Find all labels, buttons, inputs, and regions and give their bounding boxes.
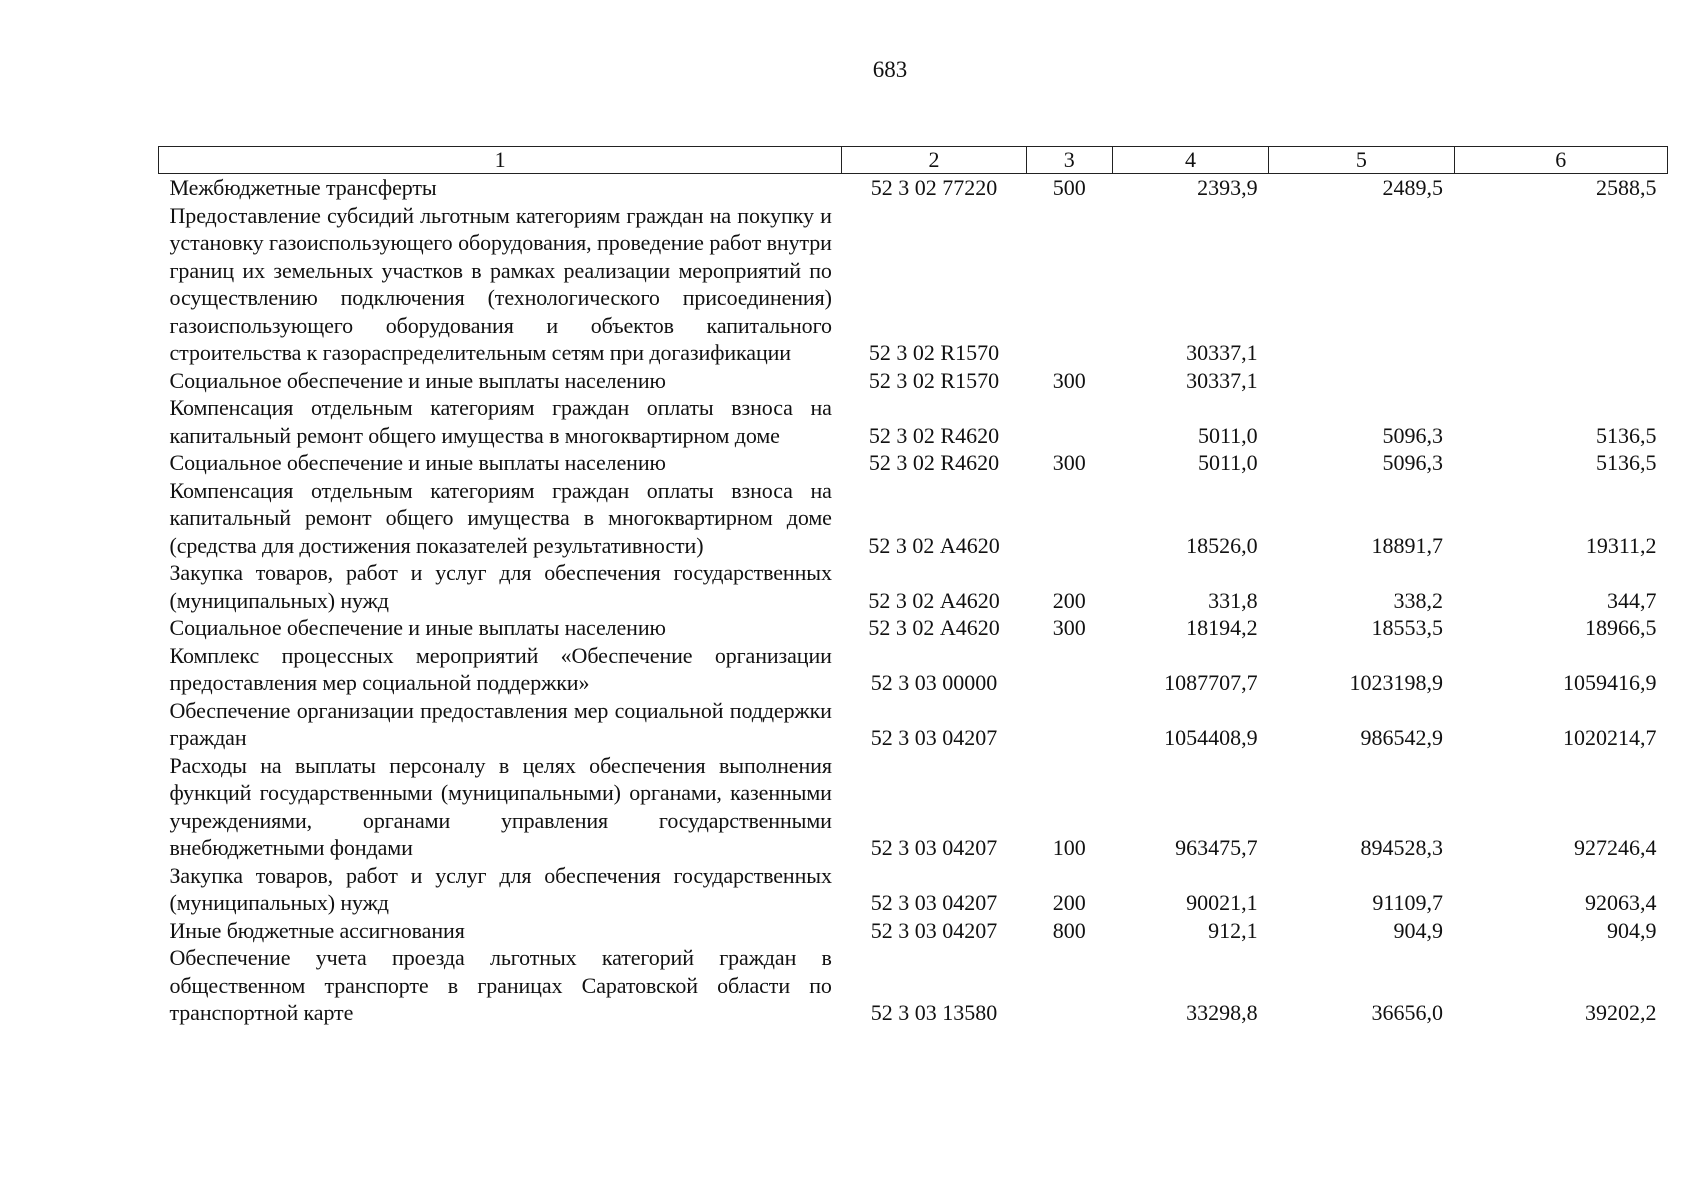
row-value-col-6: 904,9 [1607,917,1657,943]
row-value-col-5: 894528,3 [1360,835,1444,860]
row-expense-type: 800 [1052,917,1086,943]
row-value-col-5: 18553,5 [1371,615,1444,640]
row-expense-type [1026,642,1112,697]
header-col-6: 6 [1454,147,1667,174]
header-col-1: 1 [159,147,842,174]
row-code: 52 3 02 R4620 [868,422,1000,448]
row-expense-type [1026,944,1112,1027]
row-expense-type: 300 [1052,450,1086,475]
row-value-col-6: 927246,4 [1574,835,1657,860]
row-value-col-6: 19311,2 [1585,532,1657,558]
header-col-5: 5 [1269,147,1454,174]
row-value-col-4: 5011,0 [1197,450,1258,475]
row-expense-type: 200 [1052,890,1086,915]
row-expense-type [1026,477,1112,560]
row-code: 52 3 03 04207 [870,835,998,860]
row-name: Обеспечение учета проезда льготных категорий граждан в общественном транспорте в границах Саратовской области по транспортной карте [169,945,832,1025]
row-value-col-6: 92063,4 [1585,890,1657,915]
row-value-col-4: 1087707,7 [1164,670,1258,695]
row-name: Межбюджетные трансферты [169,175,437,200]
row-expense-type: 500 [1052,175,1086,200]
header-col-3: 3 [1026,147,1112,174]
table-row [159,367,1668,395]
row-name: Социальное обеспечение и иные выплаты населению [169,367,666,393]
row-value-col-5: 91109,7 [1372,890,1444,915]
table-body [159,174,1668,1027]
row-name: Закупка товаров, работ и услуг для обеспечения государственных (муниципальных) нужд [169,560,832,613]
table-row [159,449,1668,477]
table-row [159,202,1668,367]
table-header [159,147,1668,174]
row-value-col-6: 344,7 [1607,587,1657,613]
budget-table [158,146,1668,1027]
row-expense-type [1026,394,1112,449]
row-expense-type: 200 [1052,587,1086,613]
table-row [159,917,1668,945]
row-value-col-4: 18526,0 [1186,532,1258,558]
row-value-col-6: 18966,5 [1585,615,1657,640]
row-value-col-6: 1020214,7 [1563,725,1657,750]
row-value-col-6: 39202,2 [1585,1000,1657,1025]
page-number: 683 [872,57,908,82]
row-code: 52 3 03 13580 [870,1000,998,1025]
row-value-col-6: 2588,5 [1596,175,1657,200]
row-value-col-5: 338,2 [1393,587,1444,613]
row-value-col-5: 5096,3 [1382,422,1444,448]
row-name: Комплекс процессных мероприятий «Обеспечение организации предоставления мер социальной поддержки» [169,642,832,695]
row-value-col-4: 33298,8 [1186,1000,1258,1025]
table-row [159,697,1668,752]
row-code: 52 3 02 А4620 [868,532,1000,558]
row-value-col-4: 1054408,9 [1164,725,1258,750]
row-value-col-5: 986542,9 [1360,725,1444,750]
row-value-col-5: 18891,7 [1371,532,1444,558]
row-value-col-5: 2489,5 [1382,175,1444,200]
row-value-col-6: 5136,5 [1596,422,1657,448]
row-value-col-6 [1454,367,1667,395]
row-code: 52 3 03 04207 [870,917,998,943]
table-row [159,642,1668,697]
row-value-col-5: 1023198,9 [1349,670,1444,695]
row-code: 52 3 03 04207 [870,725,998,750]
row-value-col-6: 5136,5 [1596,450,1657,475]
row-name: Компенсация отдельным категориям граждан оплаты взноса на капитальный ремонт общего имущества в многоквартирном доме (средства для достижения показателей результативности) [169,477,832,558]
table-row [159,477,1668,560]
header-col-2: 2 [842,147,1026,174]
row-code: 52 3 02 А4620 [868,587,1000,613]
table-row [159,944,1668,1027]
table-row [159,394,1668,449]
row-code: 52 3 02 R4620 [868,450,1000,475]
row-value-col-4: 30337,1 [1186,340,1258,365]
row-code: 52 3 03 04207 [870,890,998,915]
row-value-col-6: 1059416,9 [1563,670,1657,695]
table-row [159,862,1668,917]
row-value-col-4: 912,1 [1208,917,1258,943]
row-name: Предоставление субсидий льготным категориям граждан на покупку и установку газоиспользующего оборудования, проведение работ внутри границ их земельных участков в рамках реализации мероприятий по осуществлению подключения (технологического присоединения) газоиспользующего оборудования и объектов капитального строительства к газораспределительным сетям при догазификации [169,202,832,365]
row-value-col-4: 2393,9 [1197,175,1258,200]
row-value-col-4: 90021,1 [1186,890,1258,915]
header-row [159,147,1668,174]
row-name: Иные бюджетные ассигнования [169,917,465,943]
row-expense-type: 100 [1052,835,1086,860]
row-code: 52 3 03 00000 [870,670,998,695]
row-value-col-5: 5096,3 [1382,450,1444,475]
row-value-col-5 [1269,202,1454,367]
row-expense-type: 300 [1052,615,1086,640]
row-name: Компенсация отдельным категориям граждан оплаты взноса на капитальный ремонт общего имущества в многоквартирном доме [169,395,832,448]
row-code: 52 3 02 R1570 [868,367,1000,393]
row-value-col-6 [1454,202,1667,367]
row-value-col-4: 5011,0 [1197,422,1258,448]
row-value-col-4: 331,8 [1208,587,1258,613]
row-value-col-5 [1269,367,1454,395]
table-row [159,614,1668,642]
row-name: Расходы на выплаты персоналу в целях обеспечения выполнения функций государственными (муниципальными) органами, казенными учреждениями, органами управления государственными внебюджетными фондами [169,752,832,860]
row-code: 52 3 02 77220 [870,175,998,200]
row-code: 52 3 02 R1570 [868,340,1000,365]
row-value-col-4: 30337,1 [1186,367,1258,393]
row-value-col-4: 18194,2 [1186,615,1258,640]
row-name: Закупка товаров, работ и услуг для обеспечения государственных (муниципальных) нужд [169,862,832,915]
row-name: Социальное обеспечение и иные выплаты населению [169,615,666,640]
row-expense-type [1026,202,1112,367]
row-value-col-5: 904,9 [1393,917,1444,943]
row-name: Обеспечение организации предоставления мер социальной поддержки граждан [169,697,832,750]
row-value-col-4: 963475,7 [1175,835,1258,860]
row-value-col-5: 36656,0 [1371,1000,1444,1025]
table-row [159,174,1668,202]
table-row [159,559,1668,614]
header-col-4: 4 [1112,147,1268,174]
row-code: 52 3 02 А4620 [868,615,1000,640]
row-expense-type [1026,697,1112,752]
table-row [159,752,1668,862]
row-expense-type: 300 [1052,367,1086,393]
row-name: Социальное обеспечение и иные выплаты населению [169,450,666,475]
